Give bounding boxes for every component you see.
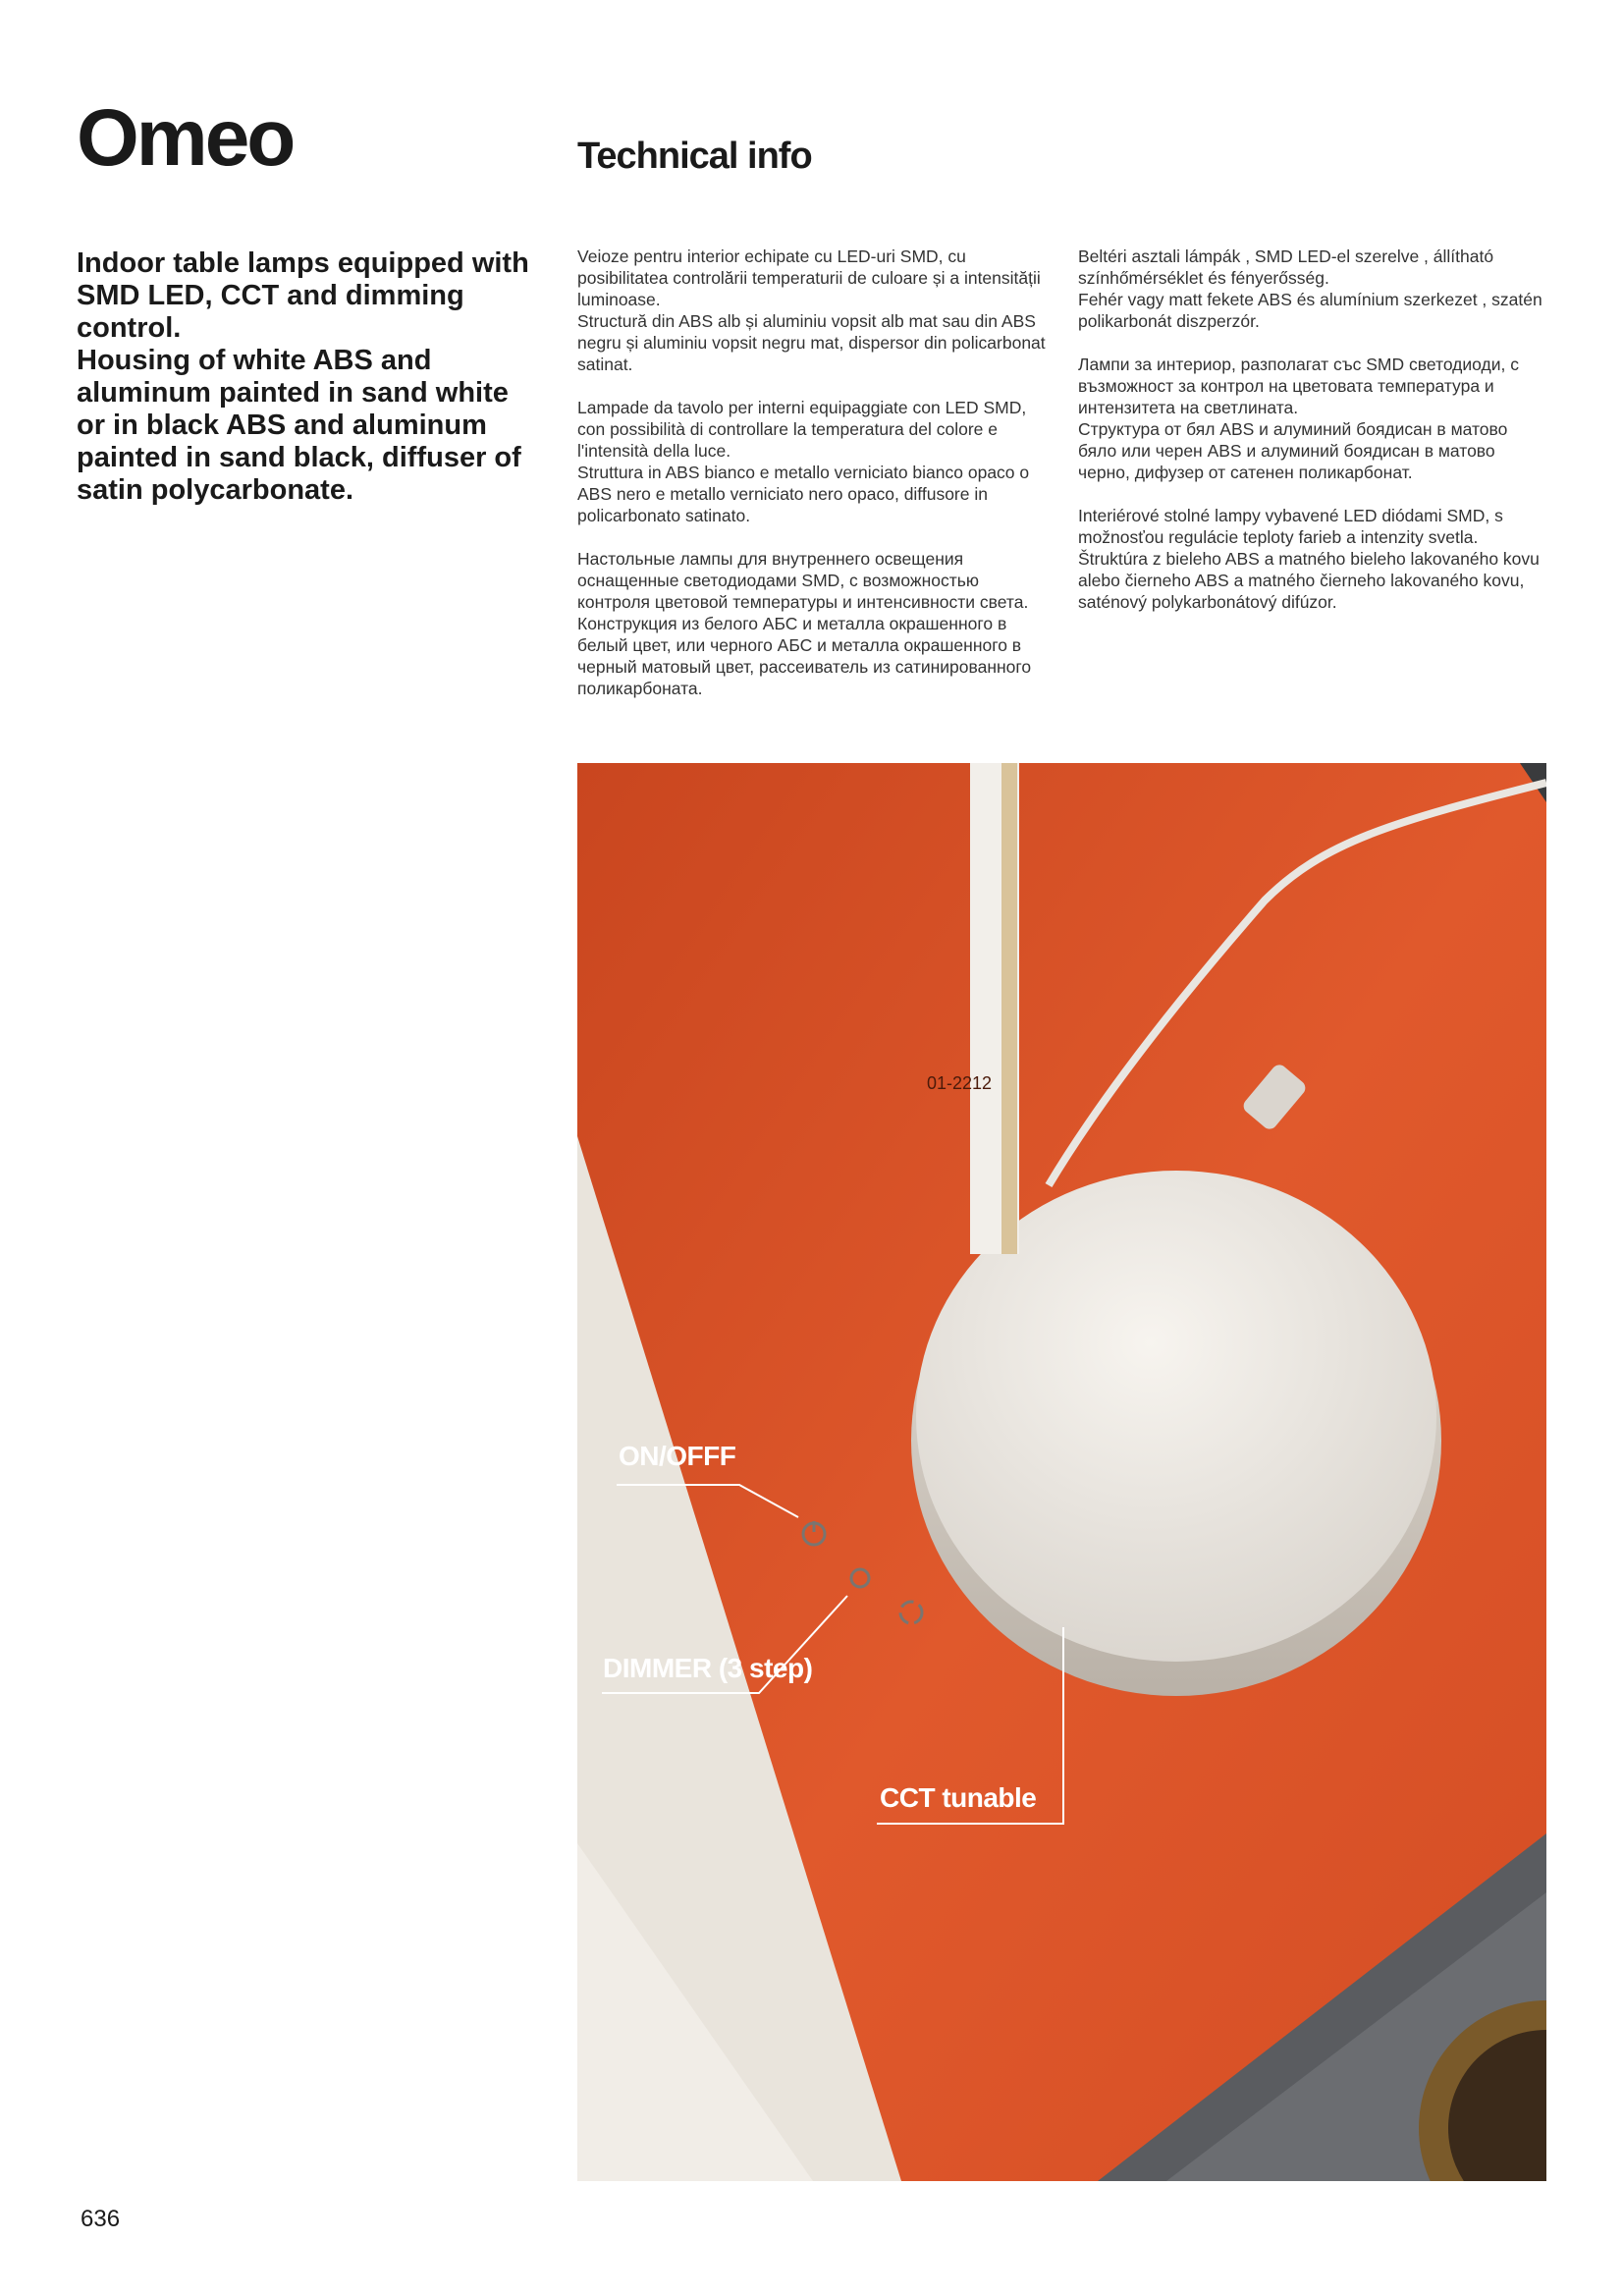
section-heading: Technical info: [577, 136, 812, 177]
intro-line-features: Indoor table lamps equipped with SMD LED, CCT and dimming control.: [77, 247, 529, 344]
dimmer-callout: DIMMER (3 step): [603, 1653, 813, 1683]
product-photo: [577, 763, 1546, 2181]
description-bulgarian: Лампи за интериор, разполагат със SMD светодиоди, с възможност за контрол на цветовата температура и интензитета на светлината. Структура от бял ABS и алуминий боядисан в матово бяло или черен ABS и алуминий боядисан в матово черно, дифузер от сатенен поликарбонат.: [1078, 355, 1519, 482]
description-column-right: [1078, 246, 1549, 634]
description-slovak: Interiérové stolné lampy vybavené LED diódami SMD, s možnosťou regulácie teploty farieb a intenzity svetla. Štruktúra z bieleho ABS a matného bieleho lakovaného kovu alebo čierneho ABS a matného čierneho lakovaného kovu, saténový polykarbonátový difúzor.: [1078, 506, 1540, 612]
product-code: 01-2212: [927, 1073, 993, 1093]
page-number: 636: [81, 2206, 121, 2232]
cct-callout: CCT tunable: [880, 1782, 1037, 1813]
description-romanian: Veioze pentru interior echipate cu LED-uri SMD, cu posibilitatea controlării temperaturii de culoare și a intensității luminoase. Structură din ABS alb și aluminiu vopsit alb mat sau din ABS negru și aluminiu vopsit negru mat, dispersor din policarbonat satinat.: [577, 246, 1046, 374]
product-photo-illustration: [577, 763, 1546, 2181]
description-column-left: [577, 246, 1049, 721]
on-off-callout: ON/OFFF: [619, 1441, 736, 1471]
description-russian: Настольные лампы для внутреннего освещения оснащенные светодиодами SMD, с возможностью контроля цветовой температуры и интенсивности света. Конструкция из белого АБС и металла окрашенного в белый цвет, или черного АБС и металла окрашенного в черный матовый цвет, рассеиватель из сатинированного поликарбоната.: [577, 549, 1032, 698]
description-italian: Lampade da tavolo per interni equipaggiate con LED SMD, con possibilità di controllare la temperatura del colore e l'intensità della luce. Struttura in ABS bianco e metallo verniciato bianco opaco o ABS nero e metallo verniciato nero opaco, diffusore in policarbonato satinato.: [577, 398, 1030, 525]
intro-line-housing: Housing of white ABS and aluminum painted in sand white or in black ABS and aluminum painted in sand black, diffuser of satin polycarbonate.: [77, 345, 521, 506]
page-title: Omeo: [77, 93, 294, 183]
description-hungarian: Beltéri asztali lámpák , SMD LED-el szerelve , állítható színhőmérséklet és fényerősség. Fehér vagy matt fekete ABS és alumínium szerkezet , szatén polikarbonát diszperzór.: [1078, 246, 1542, 331]
intro-description: [77, 247, 538, 507]
